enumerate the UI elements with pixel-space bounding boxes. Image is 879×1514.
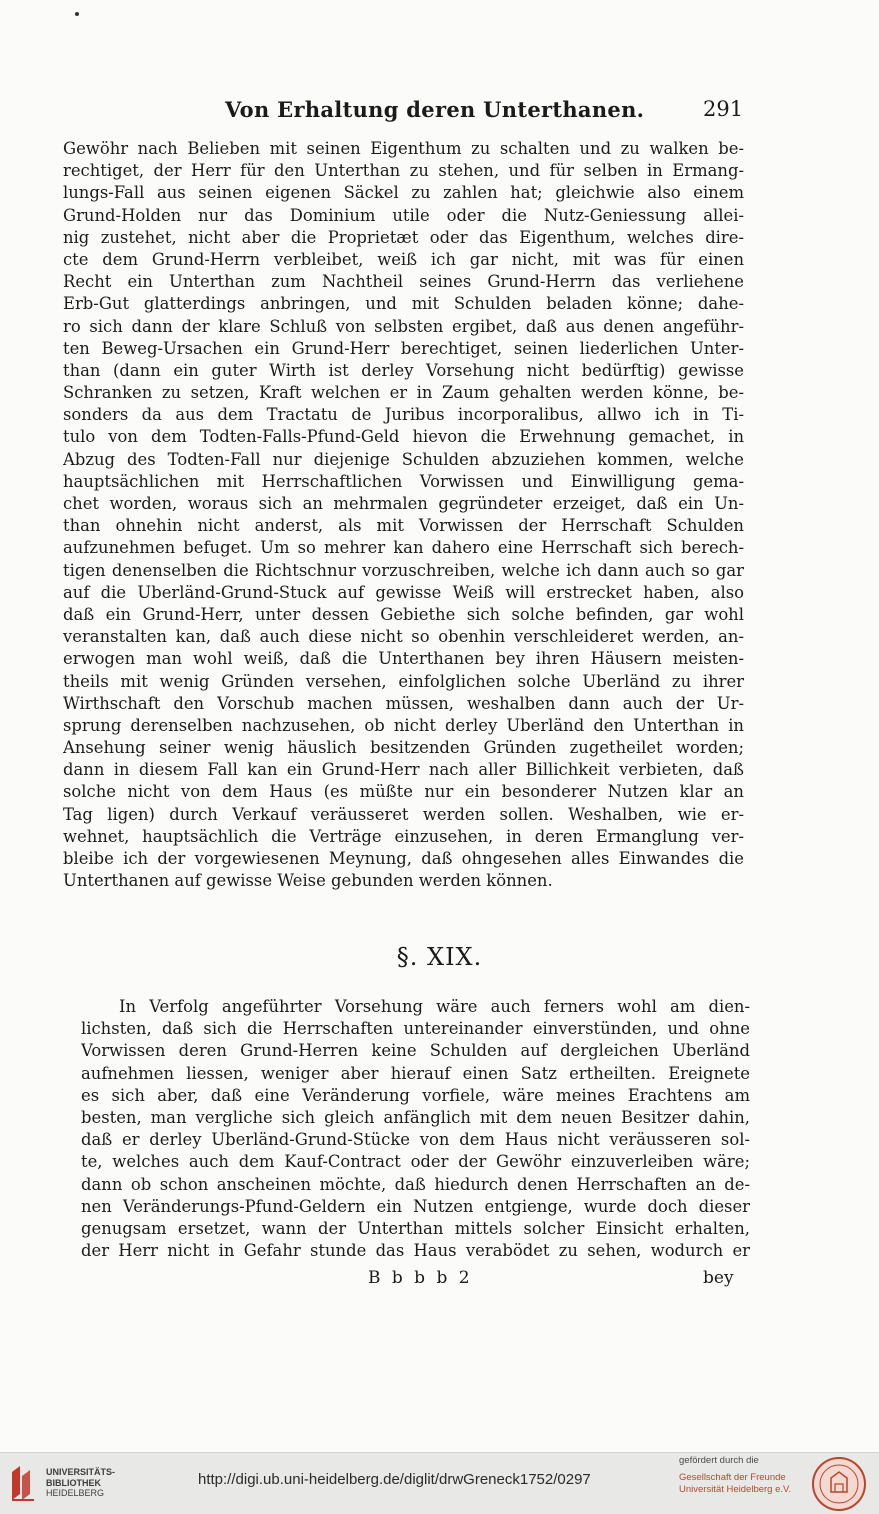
paragraph-1	[63, 138, 744, 892]
text-line: cte dem Grund-Herrn verbleibet, weiß ich gar nicht, mit was für einen	[63, 249, 744, 269]
printer-signature-mark: B b b b 2	[368, 1268, 473, 1288]
text-line: theils mit wenig Gründen versehen, einfolglichen solche Uberländ zu ihrer	[63, 671, 744, 691]
text-line: lungs-Fall aus seinen eigenen Säckel zu zahlen hat; gleichwie also einem	[63, 183, 744, 203]
text-line: erwogen man wohl weiß, daß die Unterthanen bey ihren Häusern meisten-	[63, 649, 744, 669]
text-line: tulo von dem Todten-Falls-Pfund-Geld hievon die Erwehnung gemachet, in	[63, 427, 744, 447]
paragraph-2	[81, 996, 750, 1262]
text-line: Grund-Holden nur das Dominium utile oder die Nutz-Geniessung allei-	[63, 205, 744, 225]
library-name-line: BIBLIOTHEK	[46, 1477, 101, 1488]
text-line: Vorwissen deren Grund-Herren keine Schulden auf dergleichen Uberländ	[81, 1041, 750, 1061]
sponsor-name[interactable]	[679, 1472, 791, 1496]
text-line: than ohnehin nicht anderst, als mit Vorwissen der Herrschaft Schulden	[63, 516, 744, 536]
text-line: aufnehmen liessen, weniger aber hierauf einen Satz ertheilten. Ereignete	[81, 1063, 750, 1083]
text-line: lichsten, daß sich die Herrschaften untereinander einverstünden, und ohne	[81, 1019, 750, 1039]
text-line: than (dann ein guter Wirth ist derley Vorsehung nicht bedürftig) gewisse	[63, 360, 744, 380]
text-line: Abzug des Todten-Fall nur diejenige Schulden abzuziehen kommen, welche	[63, 449, 744, 469]
sponsor-name-line: Universität Heidelberg e.V.	[679, 1484, 792, 1495]
text-line: Tag ligen) durch Verkauf veräusseret werden sollen. Weshalben, wie er-	[63, 804, 744, 824]
text-line: solche nicht von dem Haus (es müßte nur ein besonderer Nutzen klar an	[63, 782, 744, 802]
university-library-logo-icon[interactable]	[8, 1462, 38, 1504]
text-line: es sich aber, daß eine Veränderung vorfiele, wäre meines Erachtens am	[81, 1085, 750, 1105]
text-line: daß ein Grund-Herr, unter dessen Gebiethe sich solche befinden, gar wohl	[63, 604, 744, 624]
text-line: bleibe ich der vorgewiesenen Meynung, daß ohngesehen alles Einwandes die	[63, 849, 744, 868]
library-name[interactable]	[46, 1467, 115, 1499]
text-line: Gewöhr nach Belieben mit seinen Eigenthum zu schalten und zu walken be-	[63, 139, 744, 158]
text-line: besten, man vergliche sich gleich anfänglich mit dem neuen Besitzer dahin,	[81, 1107, 750, 1127]
catchword: bey	[703, 1268, 734, 1288]
text-line: wehnet, hauptsächlich die Verträge einzusehen, in deren Ermanglung ver-	[63, 826, 744, 846]
text-line: nen Veränderungs-Pfund-Geldern ein Nutzen entgienge, wurde doch dieser	[81, 1196, 750, 1216]
text-line: Erb-Gut glatterdings anbringen, und mit Schulden beladen könne; dahe-	[63, 294, 744, 314]
viewer-footer-bar	[0, 1452, 879, 1514]
text-line: rechtiget, der Herr für den Unterthan zu stehen, und für selben in Ermang-	[63, 161, 744, 181]
text-line: Unterthanen auf gewisse Weise gebunden werden können.	[63, 871, 553, 891]
text-line: ten Beweg-Ursachen ein Grund-Herr berechtiget, seinen liederlichen Unter-	[63, 338, 744, 358]
sponsor-name-line: Gesellschaft der Freunde	[679, 1472, 786, 1483]
running-head: Von Erhaltung deren Unterthanen.	[225, 97, 645, 122]
text-line: tigen denenselben die Richtschnur vorzuschreiben, welche ich dann auch so gar	[63, 560, 744, 580]
text-line: Wirthschaft den Vorschub machen müssen, weshalben dann auch der Ur-	[63, 693, 744, 713]
text-line: dann in diesem Fall kan ein Grund-Herr nach aller Billichkeit verbieten, daß	[63, 760, 744, 780]
text-line: aufzunehmen befuget. Um so mehrer kan dahero eine Herrschaft sich berech-	[63, 538, 744, 558]
page-number: 291	[703, 97, 744, 121]
text-line: daß er derley Uberländ-Grund-Stücke von dem Haus nicht veräusseren sol-	[81, 1130, 750, 1150]
text-line: sprung derenselben nachzusehen, ob nicht derley Uberländ den Unterthan in	[63, 715, 744, 735]
section-heading: §. XIX.	[396, 943, 483, 971]
text-line: der Herr nicht in Gefahr stunde das Haus verabödet zu sehen, wodurch er	[81, 1241, 750, 1261]
text-line: nig zustehet, nicht aber die Proprietæt oder das Eigenthum, welches dire-	[63, 227, 744, 247]
sponsor-lead-text: gefördert durch die	[679, 1455, 759, 1466]
ink-speck	[75, 12, 79, 16]
library-name-line: HEIDELBERG	[46, 1488, 105, 1498]
text-line: veranstalten kan, daß auch diese nicht so obenhin verschleideret werden, an-	[63, 627, 744, 647]
text-line: auf die Uberländ-Grund-Stuck auf gewisse Weiß will erstrecket haben, also	[63, 582, 744, 602]
permalink-url[interactable]: http://digi.ub.uni-heidelberg.de/diglit/drwGreneck1752/0297	[198, 1471, 591, 1488]
text-line: dann ob schon anscheinen möchte, daß hiedurch denen Herrschaften an de-	[81, 1174, 750, 1194]
text-line: sonders da aus dem Tractatu de Juribus incorporalibus, allwo ich in Ti-	[63, 405, 744, 425]
text-line: Schranken zu setzen, Kraft welchen er in Zaum gehalten werden könne, be-	[63, 383, 744, 403]
text-line: chet worden, woraus sich an mehrmalen gegründeter erzeiget, daß ein Un-	[63, 494, 744, 513]
text-line: In Verfolg angeführter Vorsehung wäre auch ferners wohl am dien-	[119, 997, 750, 1016]
university-seal-icon[interactable]	[811, 1456, 867, 1512]
text-line: hauptsächlichen mit Herrschaftlichen Vorwissen und Einwilligung gema-	[63, 471, 744, 491]
text-line: genugsam ersetzet, wann der Unterthan mittels solcher Einsicht erhalten,	[81, 1218, 750, 1238]
library-name-line: UNIVERSITÄTS-	[46, 1467, 116, 1477]
text-line: Recht ein Unterthan zum Nachtheil seines Grund-Herrn das verliehene	[63, 272, 744, 292]
text-line: Ansehung seiner wenig häuslich besitzenden Gründen zugetheilet worden;	[63, 738, 744, 758]
text-line: ro sich dann der klare Schluß von selbsten ergibet, daß aus denen angeführ-	[63, 316, 744, 336]
text-line: te, welches auch dem Kauf-Contract oder der Gewöhr einzuverleiben wäre;	[81, 1152, 750, 1172]
